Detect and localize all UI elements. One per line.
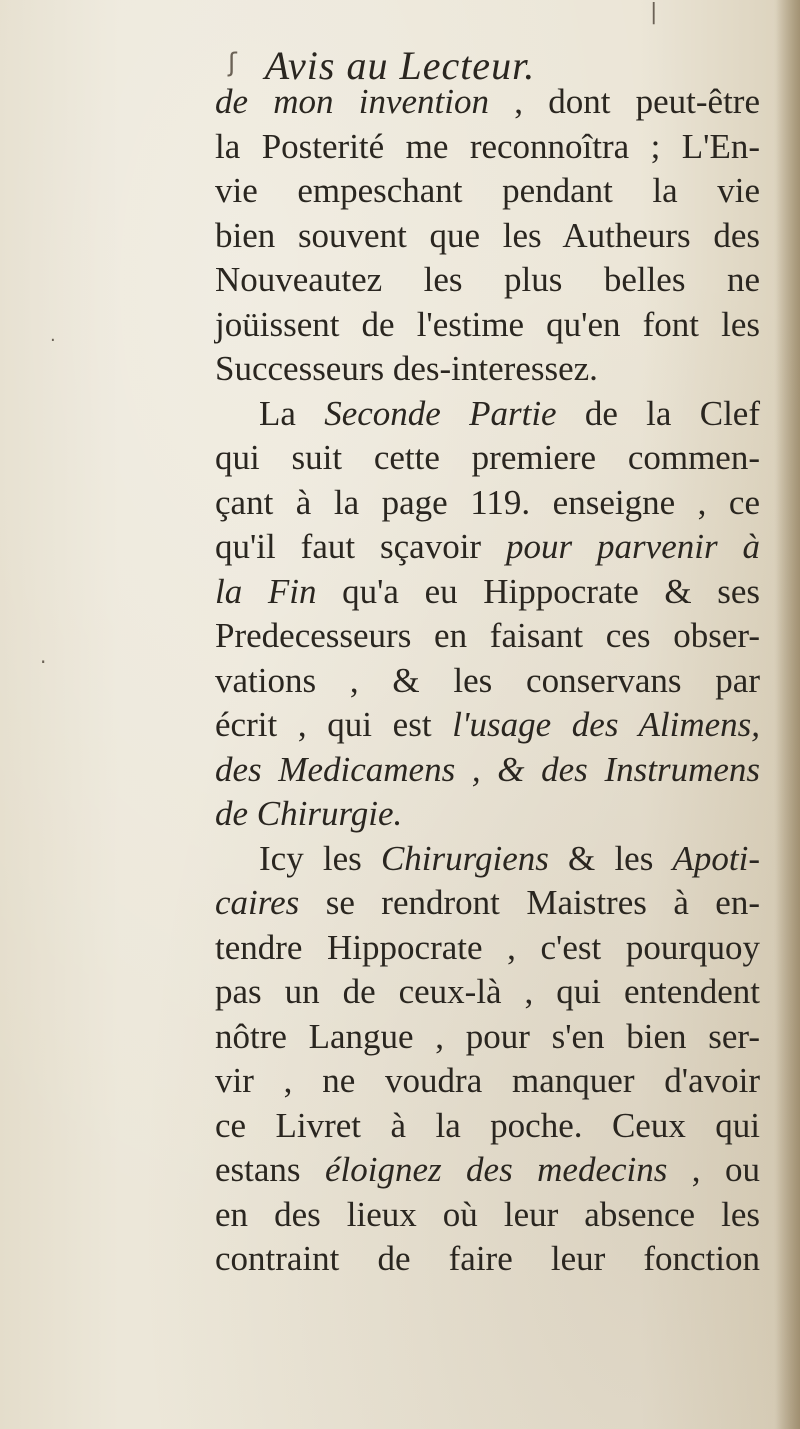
text-run: joüissent de l'estime qu'en font les (215, 304, 760, 344)
text-run: en des lieux où leur absence les (215, 1194, 760, 1234)
text-run: de la Clef (556, 393, 760, 433)
italic-run: la Fin (215, 571, 317, 611)
text-line (215, 614, 760, 659)
text-line (215, 1193, 760, 1238)
text-line (215, 169, 760, 214)
text-run: & les (548, 838, 673, 878)
text-run: vie empeschant pendant la vie (215, 171, 760, 210)
italic-run: caires (215, 883, 300, 922)
running-head: Avis au Lecteur. (264, 43, 536, 88)
text-run: vations , & les conservans par (215, 660, 760, 700)
text-line (215, 881, 760, 926)
text-line (215, 1059, 760, 1104)
text-run: Successeurs des-interessez. (215, 349, 598, 388)
text-run: vir , ne voudra manquer d'avoir (215, 1061, 760, 1100)
italic-run: Apoti- (672, 838, 760, 878)
italic-run: Chirurgiens (380, 838, 549, 878)
text-line (215, 80, 760, 125)
text-run: bien souvent que les Autheurs des (215, 215, 760, 255)
text-run: Predecesseurs en faisant ces obser- (215, 616, 760, 655)
text-line (215, 837, 760, 882)
italic-run: l'usage des Alimens, (452, 705, 761, 744)
text-run: écrit , qui est (215, 705, 453, 744)
text-run: la Posterité me reconnoîtra ; L'En- (215, 126, 760, 166)
text-line (215, 570, 760, 615)
italic-run: éloignez des medecins (324, 1150, 668, 1189)
italic-run: de mon invention (215, 82, 489, 121)
body-text (215, 80, 760, 1282)
text-run: estans (215, 1150, 325, 1189)
text-line (215, 347, 760, 392)
text-run: qu'a eu Hippocrate & ses (316, 571, 761, 611)
ink-mark: ʃ (228, 48, 237, 78)
ink-mark: · (40, 650, 47, 674)
italic-run: des Medicamens , & des Instrumens (215, 749, 760, 789)
text-run: çant à la page 119. enseigne , ce (215, 482, 760, 522)
text-line (215, 659, 760, 704)
text-line (215, 436, 760, 481)
ink-mark: · (50, 330, 56, 351)
text-line (215, 525, 760, 570)
text-run: tendre Hippocrate , c'est pourquoy (215, 927, 760, 967)
text-line (215, 1015, 760, 1060)
text-run: , dont peut-être (489, 82, 760, 121)
text-line (215, 392, 760, 437)
text-line (215, 125, 760, 170)
text-run: Icy les (259, 838, 381, 878)
text-run: nôtre Langue , pour s'en bien ser- (215, 1016, 760, 1056)
italic-run: de Chirurgie. (215, 794, 403, 833)
page-edge-shadow (774, 0, 800, 1429)
text-run: contraint de faire leur fonction (215, 1239, 760, 1278)
text-run: Nouveautez les plus belles ne (215, 260, 760, 299)
text-line (215, 1237, 760, 1282)
italic-run: Seconde Partie (324, 393, 557, 433)
text-line (215, 258, 760, 303)
text-run: , ou (667, 1150, 760, 1189)
text-line (215, 214, 760, 259)
text-run: La (259, 393, 325, 433)
text-line (215, 970, 760, 1015)
italic-run: pour parvenir à (506, 527, 760, 566)
text-line (215, 703, 760, 748)
text-line (215, 1148, 760, 1193)
text-line (215, 481, 760, 526)
text-run: se rendront Maistres à en- (299, 883, 760, 922)
text-run: qu'il faut sçavoir (215, 527, 506, 566)
ink-mark: | (650, 0, 658, 25)
text-line (215, 748, 760, 793)
text-run: pas un de ceux-là , qui entendent (215, 972, 760, 1011)
text-line (215, 926, 760, 971)
text-line (215, 792, 760, 837)
text-line (215, 1104, 760, 1149)
text-line (215, 303, 760, 348)
text-run: ce Livret à la poche. Ceux qui (215, 1105, 760, 1145)
text-run: qui suit cette premiere commen- (215, 438, 760, 477)
